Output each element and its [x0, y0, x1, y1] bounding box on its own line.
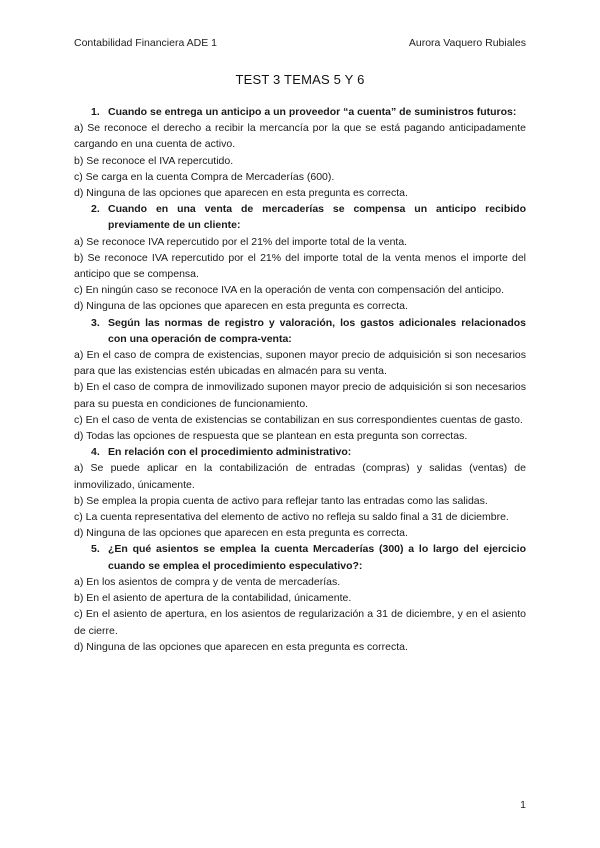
- option-a: a) En el caso de compra de existencias, suponen mayor precio de adquisición si son necesarios para que las existencias estén ubicadas en almacén para su venta.: [74, 349, 526, 378]
- question-text: [74, 315, 526, 347]
- option-c: c) Se carga en la cuenta Compra de Mercaderías (600).: [74, 170, 335, 183]
- question-number: 1.: [91, 106, 100, 118]
- option-c: c) En el asiento de apertura, en los asientos de regularización a 31 de diciembre, y en el asiento de cierre.: [74, 608, 526, 637]
- question-stem: Cuando en una venta de mercaderías se compensa un anticipo recibido previamente de un cliente:: [108, 203, 526, 232]
- question-stem: En relación con el procedimiento administrativo:: [108, 446, 352, 459]
- question-5: [74, 541, 526, 654]
- question-list: [74, 104, 526, 655]
- option-a: a) Se reconoce el derecho a recibir la mercancía por la que se está pagando anticipadamente cargando en una cuenta de activo.: [74, 122, 526, 151]
- question-text: [74, 201, 526, 233]
- option-a: a) Se puede aplicar en la contabilización de entradas (compras) y salidas (ventas) de inmovilizado, únicamente.: [74, 462, 526, 491]
- page-header: [74, 37, 526, 49]
- question-text: [74, 104, 526, 120]
- question-number: 3.: [91, 316, 100, 329]
- question-number: 2.: [91, 203, 100, 216]
- page-title: TEST 3 TEMAS 5 Y 6: [235, 72, 365, 87]
- option-c: c) En el caso de venta de existencias se contabilizan en sus correspondientes cuentas de gasto.: [74, 413, 523, 426]
- option-c: c) En ningún caso se reconoce IVA en la operación de venta con compensación del anticipo.: [74, 284, 504, 297]
- header-author: Aurora Vaquero Rubiales: [408, 37, 526, 49]
- option-b: b) Se reconoce IVA repercutido por el 21% del importe total de la venta menos el importe del anticipo que se compensa.: [74, 251, 526, 281]
- question-1: [74, 104, 526, 201]
- option-b: b) Se reconoce el IVA repercutido.: [74, 154, 234, 167]
- question-number: 5.: [91, 543, 100, 556]
- option-c: c) La cuenta representativa del elemento de activo no refleja su saldo final a 31 de diciembre.: [74, 511, 509, 524]
- option-b: b) En el caso de compra de inmovilizado suponen mayor precio de adquisición si son necesarios para su puesta en condiciones de funcionamiento.: [74, 381, 526, 410]
- question-text: [74, 444, 526, 460]
- question-stem: Cuando se entrega un anticipo a un proveedor “a cuenta” de suministros futuros:: [108, 106, 517, 118]
- page-number: 1: [520, 799, 526, 811]
- option-b: b) En el asiento de apertura de la contabilidad, únicamente.: [74, 592, 352, 605]
- question-3: [74, 315, 526, 445]
- option-a: a) Se reconoce IVA repercutido por el 21% del importe total de la venta.: [74, 235, 408, 248]
- question-number: 4.: [91, 446, 100, 459]
- question-2: [74, 201, 526, 314]
- option-d: d) Ninguna de las opciones que aparecen en esta pregunta es correcta.: [74, 300, 408, 313]
- header-course: Contabilidad Financiera ADE 1: [74, 37, 218, 49]
- option-d: d) Todas las opciones de respuesta que se plantean en esta pregunta son correctas.: [74, 430, 468, 443]
- option-b: b) Se emplea la propia cuenta de activo para reflejar tanto las entradas como las salidas.: [74, 494, 488, 507]
- question-text: [74, 541, 526, 573]
- question-4: [74, 444, 526, 541]
- question-stem: ¿En qué asientos se emplea la cuenta Mercaderías (300) a lo largo del ejercicio cuando se emplea el procedimiento especulativo?:: [108, 543, 526, 572]
- option-d: d) Ninguna de las opciones que aparecen en esta pregunta es correcta.: [74, 527, 408, 540]
- option-a: a) En los asientos de compra y de venta de mercaderías.: [74, 575, 341, 588]
- option-d: d) Ninguna de las opciones que aparecen en esta pregunta es correcta.: [74, 640, 408, 653]
- option-d: d) Ninguna de las opciones que aparecen en esta pregunta es correcta.: [74, 187, 408, 200]
- question-stem: Según las normas de registro y valoración, los gastos adicionales relacionados con una operación de compra-venta:: [108, 316, 526, 345]
